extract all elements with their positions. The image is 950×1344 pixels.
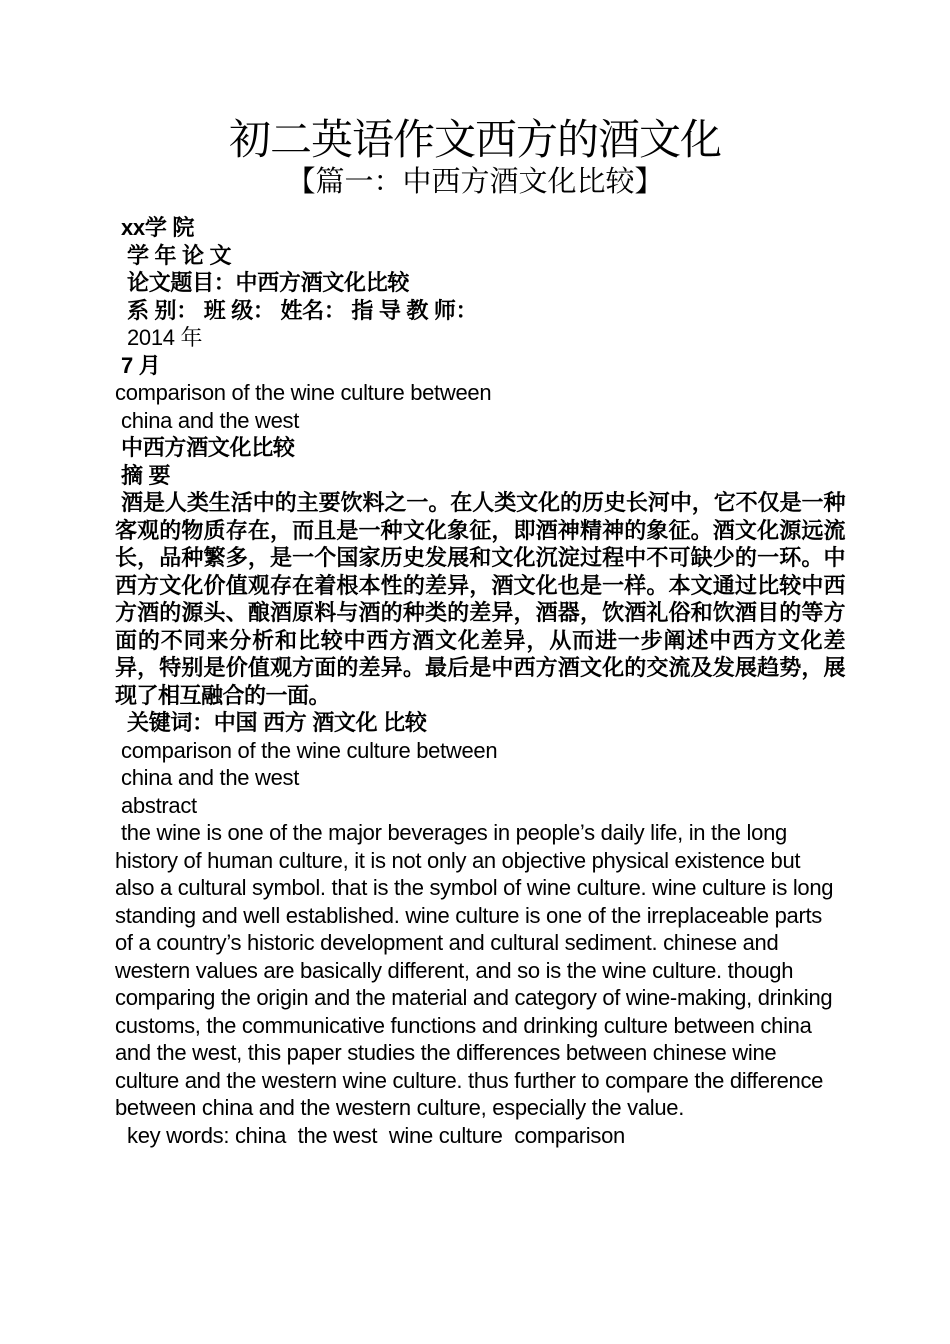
year-line: 2014 年 (127, 325, 203, 350)
abstract-en-paragraph: the wine is one of the major beverages in people’s daily life, in the long history of human culture, it is not only an objective physical existence but also a cultural symbol. that is the symbol of wine culture. wine culture is long standing and well established. wine culture is one of the irreplaceable parts of a country’s historic development and cultural sediment. chinese and western values are basically different, and so is the wine culture. though comparing the origin and the material and category of wine-making, drinking customs, the communicative functions and drinking culture between china and the west, this paper studies the differences between chinese wine culture and the western wine culture. thus further to compare the difference between china and the western culture, especially the value. (115, 820, 834, 1120)
keywords-en: key words: china the west wine culture comparison (127, 1122, 625, 1148)
page-subtitle: 【篇一：中西方酒文化比较】 (286, 166, 664, 198)
abstract-heading-cn: 摘 要 (121, 462, 171, 488)
fields-line: 系 别： 班 级： 姓名： 指 导 教 师： (127, 297, 478, 323)
paper-type-line: 学 年 论 文 (127, 242, 232, 268)
keywords-cn: 关键词：中国 西方 酒文化 比较 (127, 710, 427, 735)
english-title-line-1: comparison of the wine culture between (115, 380, 492, 405)
month-line: 7 月 (121, 352, 161, 378)
english-title-line-3: comparison of the wine culture between (121, 737, 498, 763)
chinese-title: 中西方酒文化比较 (121, 435, 295, 460)
abstract-cn-paragraph: 酒是人类生活中的主要饮料之一。在人类文化的历史长河中，它不仅是一种客观的物质存在，而且是一种文化象征，即酒神精神的象征。酒文化源远流长，品种繁多，是一个国家历史发展和文化沉淀过程中不可缺少的一环。中西方文化价值观存在着根本性的差异，酒文化也是一样。本文通过比较中西方酒的源头、酿酒原料与酒的种类的差异，酒器，饮酒礼俗和饮酒目的等方面的不同来分析和比较中西方酒文化差异，从而进一步阐述中西方文化差异，特别是价值观方面的差异。最后是中西方酒文化的交流及发展趋势，展现了相互融合的一面。 (115, 490, 845, 708)
abstract-heading-en: abstract (121, 792, 197, 818)
document-body (115, 214, 845, 1149)
english-title-line-2: china and the west (121, 407, 300, 433)
page-title: 初二英语作文西方的酒文化 (228, 116, 721, 163)
english-title-line-4: china and the west (121, 765, 300, 790)
topic-line: 论文题目：中西方酒文化比较 (127, 270, 410, 295)
college-line: xx学 院 (121, 215, 195, 240)
